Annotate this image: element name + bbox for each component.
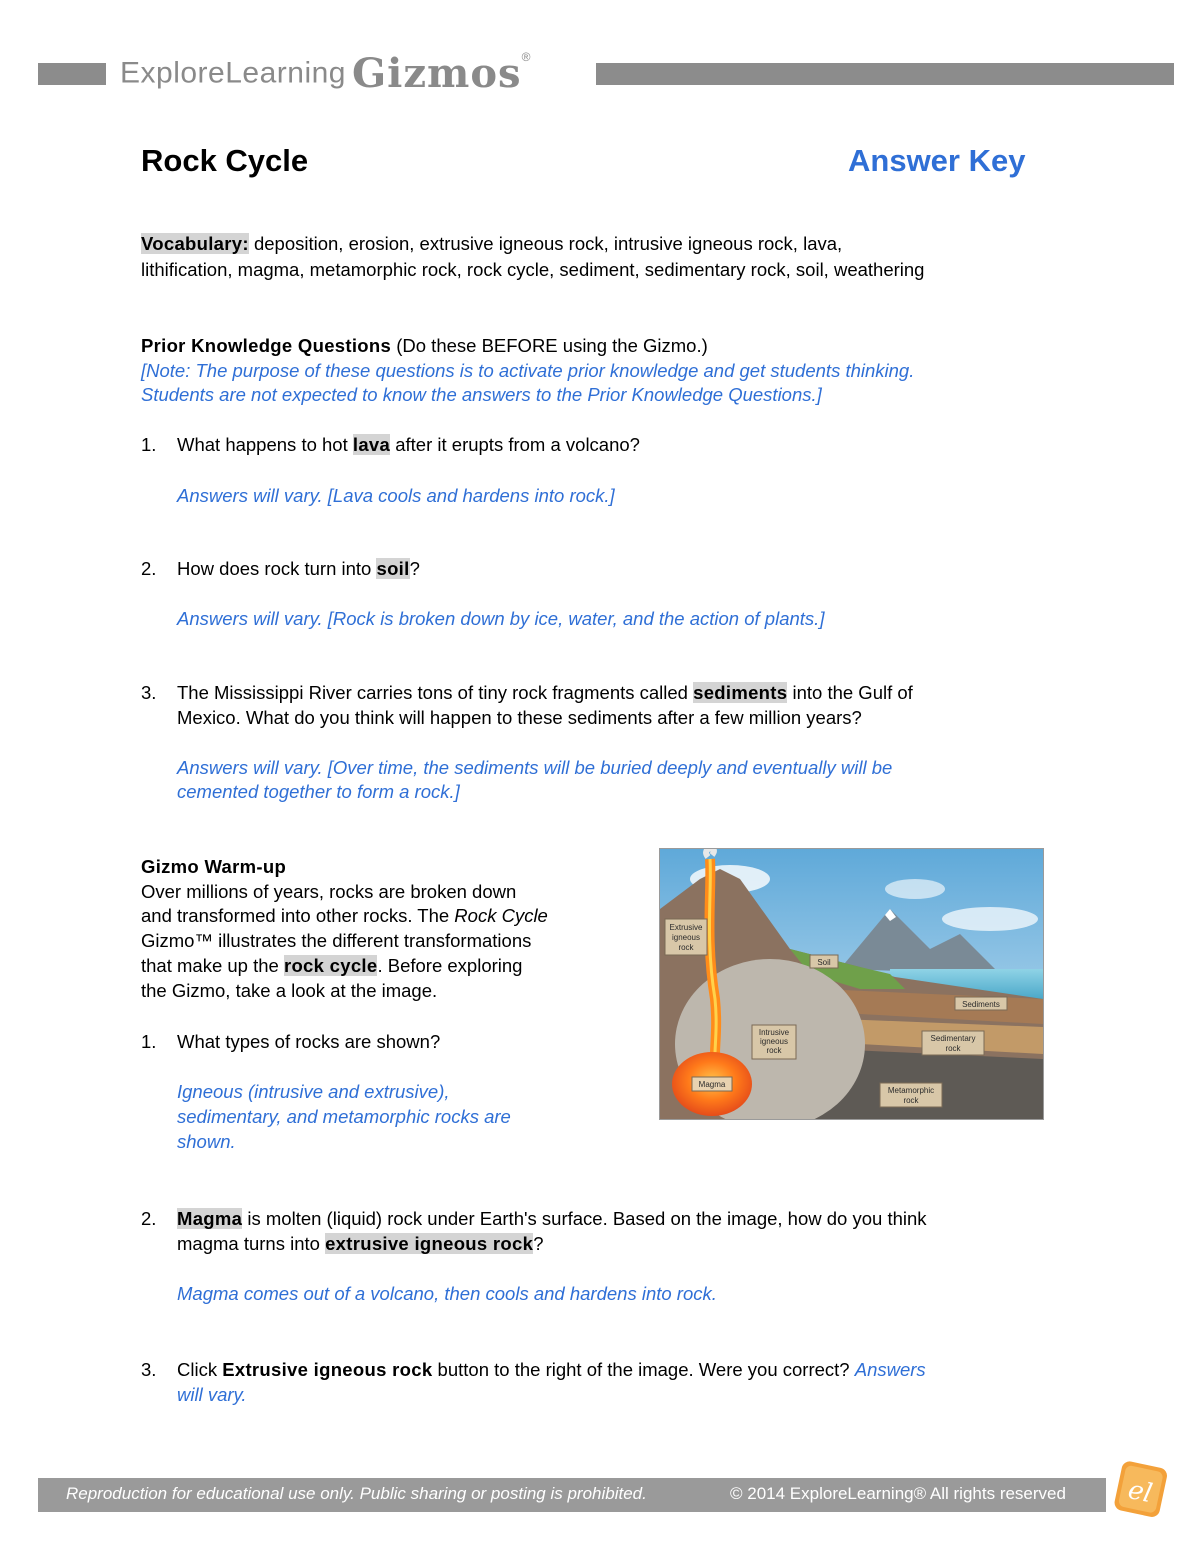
prior-note-2: Students are not expected to know the answers to the Prior Knowledge Questions.] xyxy=(141,384,822,405)
label-intrusive-3: rock xyxy=(766,1046,782,1055)
term-extrusive-button-ref: Extrusive igneous rock xyxy=(222,1359,433,1380)
brand-mark: ® xyxy=(521,50,531,64)
label-extrusive-2: igneous xyxy=(671,933,701,942)
label-metamorphic-rock[interactable] xyxy=(880,1083,942,1107)
label-soil[interactable] xyxy=(810,955,838,968)
vocabulary-terms-1: deposition, erosion, extrusive igneous rock, intrusive igneous rock, lava, xyxy=(248,233,843,254)
p-text: . Before exploring xyxy=(377,955,523,976)
warmup-q2-number: 2. xyxy=(141,1208,157,1229)
warmup-q1-text: What types of rocks are shown? xyxy=(177,1031,441,1052)
warmup-q1-number: 1. xyxy=(141,1031,157,1052)
term-sediments: sediments xyxy=(693,682,788,703)
answer-key-label: Answer Key xyxy=(848,143,1026,178)
warmup-q3-number: 3. xyxy=(141,1359,157,1380)
header-bar-left xyxy=(38,63,106,85)
q-text: What happens to hot xyxy=(177,434,353,455)
label-sedimentary-1: Sedimentary xyxy=(930,1034,976,1043)
prior-heading-note: (Do these BEFORE using the Gizmo.) xyxy=(391,335,708,356)
footer-copyright: © 2014 ExploreLearning® All rights reserved xyxy=(730,1484,1066,1503)
p-text: that make up the xyxy=(141,955,284,976)
label-metamorphic-1: Metamorphic xyxy=(887,1086,935,1095)
warmup-line-3: Gizmo™ illustrates the different transformations xyxy=(141,930,532,951)
vocabulary-line-2: lithification, magma, metamorphic rock, rock cycle, sediment, sedimentary rock, soil, weathering xyxy=(141,259,925,280)
logo-text: el xyxy=(1125,1474,1155,1510)
warmup-line-4 xyxy=(141,953,522,978)
q-text: button to the right of the image. Were you correct? xyxy=(432,1359,855,1380)
label-soil-text: Soil xyxy=(817,958,831,967)
q-text: is molten (liquid) rock under Earth's surface. Based on the image, how do you think xyxy=(242,1208,927,1229)
rock-cycle-image xyxy=(659,848,1044,1120)
warmup-line-5: the Gizmo, take a look at the image. xyxy=(141,980,438,1001)
brand-logo xyxy=(120,50,530,100)
footer-notice: Reproduction for educational use only. Public sharing or posting is prohibited. xyxy=(66,1484,647,1503)
page-title: Rock Cycle xyxy=(141,143,309,178)
prior-q3-text xyxy=(177,680,913,705)
warmup-q2-answer: Magma comes out of a volcano, then cools and hardens into rock. xyxy=(177,1283,717,1304)
prior-q3-number: 3. xyxy=(141,682,157,703)
warmup-q2-text-2 xyxy=(177,1231,544,1256)
prior-q2-number: 2. xyxy=(141,558,157,579)
label-extrusive-3: rock xyxy=(678,943,694,952)
prior-q1-answer: Answers will vary. [Lava cools and hardens into rock.] xyxy=(177,485,615,506)
warmup-q1-answer-3: shown. xyxy=(177,1131,236,1152)
warmup-q1-answer-1: Igneous (intrusive and extrusive), xyxy=(177,1081,450,1102)
q-text: Click xyxy=(177,1359,223,1380)
brand-prefix: ExploreLearning xyxy=(120,56,346,90)
term-lava: lava xyxy=(352,434,391,455)
warmup-q3-answer-2: will vary. xyxy=(177,1384,247,1405)
label-intrusive-2: igneous xyxy=(759,1037,789,1046)
vocabulary-line-1 xyxy=(141,231,842,256)
q-text: ? xyxy=(533,1233,544,1254)
label-sedimentary-2: rock xyxy=(945,1044,961,1053)
label-metamorphic-2: rock xyxy=(903,1096,919,1105)
label-extrusive-igneous-rock[interactable] xyxy=(665,919,707,955)
warmup-q1-answer-2: sedimentary, and metamorphic rocks are xyxy=(177,1106,511,1127)
prior-note-1: [Note: The purpose of these questions is to activate prior knowledge and get students thinking. xyxy=(141,360,915,381)
term-magma: Magma xyxy=(177,1208,243,1229)
vocabulary-label: Vocabulary: xyxy=(141,233,249,254)
q-text: after it erupts from a volcano? xyxy=(390,434,640,455)
warmup-heading: Gizmo Warm-up xyxy=(141,856,287,877)
prior-heading xyxy=(141,333,708,358)
term-soil: soil xyxy=(376,558,410,579)
label-magma-text: Magma xyxy=(698,1080,726,1089)
warmup-line-2 xyxy=(141,903,548,928)
prior-q3-text-2: Mexico. What do you think will happen to these sediments after a few million years? xyxy=(177,707,862,728)
rock-cycle-title-italic: Rock Cycle xyxy=(454,905,548,926)
prior-heading-title: Prior Knowledge Questions xyxy=(141,335,392,356)
label-magma[interactable] xyxy=(692,1077,732,1091)
label-extrusive-1: Extrusive xyxy=(669,923,703,932)
q-text: magma turns into xyxy=(177,1233,326,1254)
header-bar-right xyxy=(596,63,1174,85)
warmup-q3-text xyxy=(177,1357,926,1382)
warmup-line-1: Over millions of years, rocks are broken down xyxy=(141,881,517,902)
prior-q3-answer-1: Answers will vary. [Over time, the sediments will be buried deeply and eventually will be xyxy=(177,757,893,778)
q-text: How does rock turn into xyxy=(177,558,377,579)
q-text: The Mississippi River carries tons of tiny rock fragments called xyxy=(177,682,694,703)
q-text: ? xyxy=(409,558,420,579)
warmup-q3-answer-1: Answers xyxy=(854,1359,926,1380)
prior-q2-text xyxy=(177,556,420,581)
prior-q1-number: 1. xyxy=(141,434,157,455)
label-sedimentary-rock[interactable] xyxy=(922,1031,984,1055)
brand-name: Gizmos xyxy=(351,50,522,97)
label-intrusive-igneous-rock[interactable] xyxy=(752,1025,796,1059)
explorelearning-logo-icon xyxy=(1108,1456,1172,1520)
p-text: and transformed into other rocks. The xyxy=(141,905,455,926)
label-sediments-text: Sediments xyxy=(962,1000,1000,1009)
q-text: into the Gulf of xyxy=(787,682,913,703)
term-extrusive-igneous-rock: extrusive igneous rock xyxy=(325,1233,534,1254)
warmup-q2-text xyxy=(177,1206,927,1231)
term-rock-cycle: rock cycle xyxy=(283,955,378,976)
prior-q3-answer-2: cemented together to form a rock.] xyxy=(177,781,460,802)
prior-q2-answer: Answers will vary. [Rock is broken down by ice, water, and the action of plants.] xyxy=(177,608,825,629)
prior-q1-text xyxy=(177,432,640,457)
label-sediments[interactable] xyxy=(955,997,1007,1010)
label-intrusive-1: Intrusive xyxy=(758,1028,790,1037)
